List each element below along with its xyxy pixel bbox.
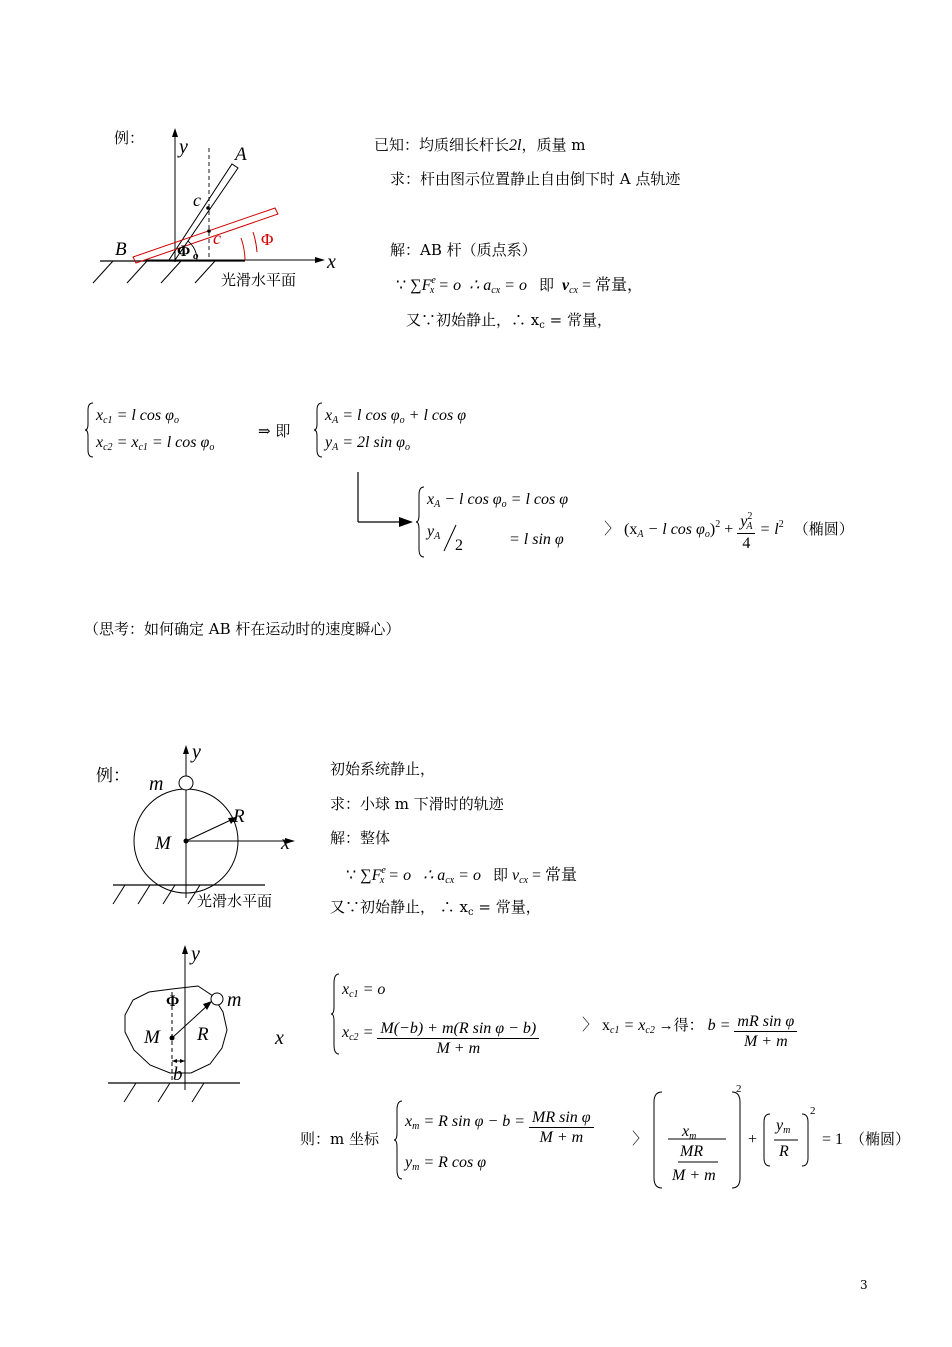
y-axis-label: y [191, 943, 200, 965]
page-number: 3 [860, 1278, 868, 1292]
point-b-label: B [115, 239, 127, 260]
rod-diagram [85, 120, 350, 295]
radius-label: R [233, 806, 245, 827]
solution-heading: 解：AB 杆（质点系） [390, 241, 537, 259]
implies-angle: 〉 [632, 1131, 649, 1148]
x-axis-label: x [281, 832, 290, 854]
square-2: 2 [810, 1105, 816, 1117]
x-m-numerator: $x_m$ [682, 1123, 697, 1142]
phi0-subscript: o [193, 250, 199, 262]
phi-label: Φ [166, 993, 180, 1010]
momentum-equation: ∵ $\sum F^e_x = o$ ∴ $a_{cx} = o$ 即 $v_{cx}$ = 常量， [396, 275, 643, 296]
derivation-arrow [355, 470, 417, 530]
initial-state-line: 初始系统静止， [330, 760, 436, 778]
radius-denominator: R [779, 1143, 789, 1160]
y-axis-label: y [179, 136, 188, 158]
plus-sign: + [748, 1131, 758, 1148]
x-axis-label: x [275, 1027, 284, 1049]
initial-rest-line-2: 又∵初始静止， ∴ $x_c$ = 常量， [330, 898, 541, 918]
equals-one: = 1 [822, 1131, 844, 1148]
centroid-label-2: c [213, 228, 221, 248]
centroid-label-1: c [193, 190, 201, 210]
offset-b-label: b [173, 1064, 183, 1085]
momentum-equation-2: ∵ $\sum F^e_x = o$ ∴ $a_{cx} = o$ 即 $v_{cx}$ = 常量 [346, 865, 577, 886]
initial-rest-line: 又∵初始静止，∴ $x_c$ = 常量， [406, 311, 612, 331]
y-m-numerator: $y_m$ [776, 1117, 791, 1136]
x-m-denominator-top: MR [680, 1143, 704, 1160]
cylinder-mass-label: M [144, 1027, 160, 1048]
question-line: 求：杆由图示位置静止自由倒下时 A 点轨迹 [390, 170, 681, 188]
ellipse-result-1: 〉 ($x_A - l$ $\cos \varphi_o)^2$ + $\frac{y^2_A}{4}$ = $l^2$ （椭圆） [604, 511, 854, 552]
coordinates-label: 则：m 坐标 [300, 1130, 379, 1148]
rolled-cylinder-diagram [100, 940, 300, 1112]
solution-heading-2: 解：整体 [330, 829, 391, 847]
implies-arrow: ⇒ 即 [258, 422, 291, 440]
radius-label: R [197, 1024, 209, 1045]
question-line-2: 求：小球 m 下滑时的轨迹 [330, 795, 504, 813]
ground-label: 光滑水平面 [197, 894, 273, 910]
ellipse-note: （椭圆） [850, 1130, 911, 1148]
point-a-label: A [235, 144, 247, 165]
example-label-2: 例： [96, 766, 130, 786]
thinking-question: （思考：如何确定 AB 杆在运动时的速度瞬心） [84, 620, 401, 638]
given-line: 已知：均质细长杆长2l，质量 m [374, 136, 586, 154]
phi-label: Φ [261, 230, 274, 249]
x-m-denominator-bottom: M + m [672, 1167, 716, 1184]
example-label: 例： [114, 129, 145, 147]
cylinder-ball-diagram [105, 738, 305, 918]
y-axis-label: y [192, 741, 201, 763]
ball-mass-label: m [227, 989, 242, 1011]
cylinder-mass-label: M [155, 833, 171, 854]
ground-label: 光滑水平面 [221, 273, 297, 289]
center-equality: 〉 $x_{c1} = x_{c2}$ →得： b = $\frac{\text{mR sin φ}}{M + m}$ [582, 1012, 797, 1051]
ball-mass-label: m [149, 773, 164, 795]
square-1: 2 [736, 1083, 742, 1095]
x-axis-label: x [327, 251, 336, 273]
phi0-label: Φ [177, 243, 191, 260]
